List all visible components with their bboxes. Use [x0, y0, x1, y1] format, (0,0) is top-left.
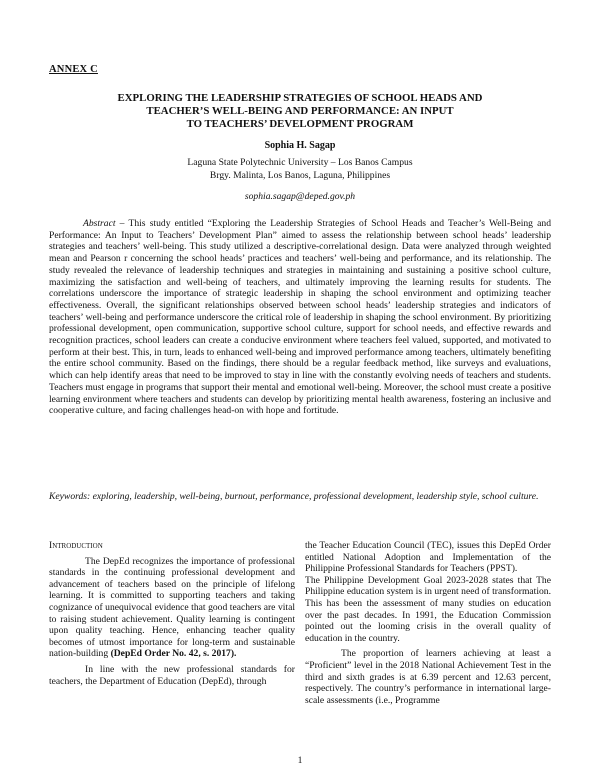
intro-paragraph-3: the Teacher Education Council (TEC), issues this DepEd Order entitled National Adoption and Implementation of the Philippine Professional Standards for Teachers (PPST). — [305, 540, 551, 575]
abstract — [49, 218, 551, 417]
left-column — [49, 540, 295, 687]
affiliation-line-1: Laguna State Polytechnic University – Los Banos Campus — [187, 157, 413, 168]
keywords: Keywords: exploring, leadership, well-being, burnout, performance, professional development, leadership style, school culture. — [49, 491, 539, 502]
author-email: sophia.sagap@deped.gov.ph — [244, 191, 356, 202]
abstract-label: Abstract — [83, 218, 116, 229]
paper-title — [90, 92, 510, 131]
intro-citation: (DepEd Order No. 42, s. 2017). — [110, 648, 237, 660]
intro-paragraph-4: The Philippine Development Goal 2023-2028 states that The Philippine education system is in urgent need of transformation. This has been the assessment of many studies on education over the past decades. In 1991, the Education Commission pointed out the looming crisis in the overall quality of education in the country. — [305, 574, 551, 644]
page-number: 1 — [297, 755, 303, 766]
affiliation — [0, 157, 600, 182]
title-line-2: TEACHER’S WELL-BEING AND PERFORMANCE: AN INPUT — [146, 105, 454, 117]
author-name: Sophia H. Sagap — [264, 140, 336, 151]
abstract-text: – This study entitled “Exploring the Leadership Strategies of School Heads and Teacher’s Well-Being and Performance: An Input to Teachers’ Development Plan” aimed to assess the relationship between school heads’ leadership strategies and teachers’ well-being. This study utilized a descriptive-correlational design. Data were analyzed through weighted mean and Pearson r concerning the school heads’ practices and teachers’ well-being and performance, and its relationship. The study revealed the relevance of leadership techniques and strategies in maintaining and sustaining a positive school culture, maximizing the satisfaction and well-being of teachers, and ultimately improving the learning results for students. The correlations underscore the importance of strategic leadership in shaping the school environment and optimizing teacher effectiveness. Overall, the significant relationships observed between school heads’ leadership strategies and indicators of teachers’ well-being and performance underscore the critical role of leadership in shaping the school environment. By prioritizing professional development, open communication, supportive school culture, support for school needs, and effective rewards and recognition practices, school leaders can create a conducive environment where teachers feel valued, supported, and motivated to perform at their best. This, in turn, leads to enhanced well-being and improved performance among teachers, ultimately benefiting the entire school community. Based on the findings, there should be a regular feedback method, like surveys and evaluations, which can help identify areas that need to be improved to stay in line with the constantly evolving needs of teachers and students. Teachers must engage in programs that support their mental and emotional well-being. Moreover, the school must create a positive learning environment where teachers and students can develop by prioritizing mental health awareness, fostering an inclusive and cooperative culture, and facing challenges head-on with hope and fortitude. — [49, 218, 551, 417]
intro-paragraph-1 — [49, 556, 295, 660]
affiliation-line-2: Brgy. Malinta, Los Banos, Laguna, Philippines — [209, 169, 391, 181]
introduction-heading: Introduction — [49, 540, 103, 551]
title-line-3: TO TEACHERS’ DEVELOPMENT PROGRAM — [186, 118, 414, 130]
intro-paragraph-2: In line with the new professional standards for teachers, the Department of Education (DepEd), through — [49, 663, 295, 687]
intro-paragraph-5: The proportion of learners achieving at least a “Proficient” level in the 2018 National Achievement Test in the third and sixth grades is at 6.39 percent and 12.63 percent, respectively. The country’s performance in international large-scale assessments (i.e., Programme — [305, 648, 551, 706]
right-column — [305, 540, 551, 706]
intro-paragraph-1-text: The DepEd recognizes the importance of professional standards in the continuing professional development and advancement of teachers based on the principle of lifelong learning. It is committed to supporting teachers and taking cognizance of unequivocal evidence that good teachers are vital to raising student achievement. Quality learning is contingent upon quality teaching. Hence, enhancing teacher quality becomes of utmost importance for long-term and sustainable nation-building — [49, 555, 295, 660]
annex-label: ANNEX C — [49, 64, 98, 75]
title-line-1: EXPLORING THE LEADERSHIP STRATEGIES OF SCHOOL HEADS AND — [117, 92, 483, 104]
